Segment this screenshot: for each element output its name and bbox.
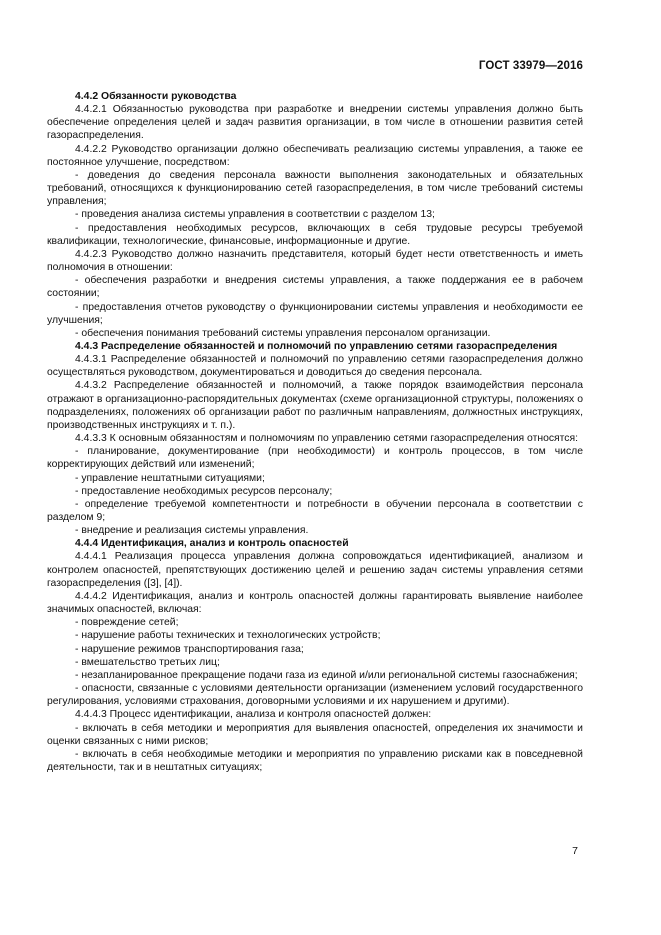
list-item: - нарушение работы технических и технологических устройств; [75, 630, 381, 642]
paragraph-4-4-2-2: 4.4.2.2 Руководство организации должно обеспечивать реализацию системы управления, а также ее постоянное улучшение, посредством: [47, 143, 583, 168]
document-code: ГОСТ 33979—2016 [478, 60, 583, 72]
list-item: - обеспечения разработки и внедрения системы управления, а также поддержания ее в рабочем состоянии; [47, 275, 583, 300]
list-item: - незапланированное прекращение подачи газа из единой и/или региональной системы газоснабжения; [75, 669, 578, 681]
list-item: - планирование, документирование (при необходимости) и контроль процессов, в том числе корректирующих действий или изменений; [47, 446, 583, 471]
paragraph-4-4-3-3: 4.4.3.3 К основным обязанностям и полномочиям по управлению сетями газораспределения относятся: [75, 433, 579, 445]
list-item: - предоставление необходимых ресурсов персоналу; [75, 485, 333, 497]
list-item: - обеспечения понимания требований системы управления персоналом организации. [75, 327, 491, 339]
list-item: - предоставления необходимых ресурсов, включающих в себя трудовые ресурсы требуемой квалификации, технологические, финансовые, информационные и другие. [47, 222, 583, 247]
paragraph-4-4-4-2: 4.4.4.2 Идентификация, анализ и контроль опасностей должны гарантировать выявление наиболее значимых опасностей, включая: [47, 590, 583, 616]
document-body [47, 90, 583, 774]
list-item: - вмешательство третьих лиц; [75, 656, 220, 668]
paragraph-4-4-3-1: 4.4.3.1 Распределение обязанностей и полномочий по управлению сетями газораспределения должно осуществляться руководством, документироваться и доводиться до сведения персонала. [47, 354, 583, 379]
paragraph-4-4-4-1: 4.4.4.1 Реализация процесса управления должна сопровождаться идентификацией, анализом и контролем опасностей, препятствующих достижению целей и решению задач системы управления сетями газораспределения ([3], [4]). [47, 551, 583, 589]
list-item: - предоставления отчетов руководству о функционировании системы управления и необходимости ее улучшения; [47, 301, 583, 326]
list-item: - нарушение режимов транспортирования газа; [75, 643, 304, 655]
list-item: - управление нештатными ситуациями; [75, 472, 265, 484]
list-item: - включать в себя необходимые методики и мероприятия по управлению рисками как в повседневной деятельности, так и в нештатных ситуациях; [47, 748, 583, 773]
section-heading-4-4-2: 4.4.2 Обязанности руководства [75, 91, 237, 102]
paragraph-4-4-3-2: 4.4.3.2 Распределение обязанностей и полномочий, а также порядок взаимодействия персонала отражают в организационно-распорядительных документах (схеме организационной структуры, положениях о подразделениях, положениях об организации работ по различным направлениям, должностных инструкциях, производственных инструкциях и т. п.). [47, 380, 583, 431]
list-item: - внедрение и реализация системы управления. [75, 525, 309, 537]
paragraph-4-4-2-1: 4.4.2.1 Обязанностью руководства при разработке и внедрении системы управления должно быть обеспечение определения целей и задач развития организации, в том числе в отношении развития сетей газораспределения. [47, 104, 583, 142]
paragraph-4-4-2-3: 4.4.2.3 Руководство должно назначить представителя, который будет нести ответственность и иметь полномочия в отношении: [47, 248, 583, 274]
list-item: - определение требуемой компетентности и потребности в обучении персонала в соответствии с разделом 9; [47, 498, 583, 523]
section-heading-4-4-4: 4.4.4 Идентификация, анализ и контроль опасностей [75, 538, 349, 550]
list-item: - включать в себя методики и мероприятия для выявления опасностей, определения их значимости и оценки связанных с ними рисков; [47, 722, 583, 747]
list-item: - опасности, связанные с условиями деятельности организации (изменением условий государственного регулирования, условиями страхования, договорными условиями и их нарушением и другими). [47, 683, 583, 708]
list-item: - проведения анализа системы управления в соответствии с разделом 13; [75, 209, 435, 221]
list-item: - доведения до сведения персонала важности выполнения законодательных и обязательных требований, относящихся к функционированию сетей газораспределения, в том числе требований системы управления; [47, 169, 583, 208]
paragraph-4-4-4-3: 4.4.4.3 Процесс идентификации, анализа и контроля опасностей должен: [75, 709, 432, 721]
page-number: 7 [572, 845, 578, 857]
section-heading-4-4-3: 4.4.3 Распределение обязанностей и полномочий по управлению сетями газораспределения [75, 340, 558, 352]
list-item: - повреждение сетей; [75, 617, 179, 629]
